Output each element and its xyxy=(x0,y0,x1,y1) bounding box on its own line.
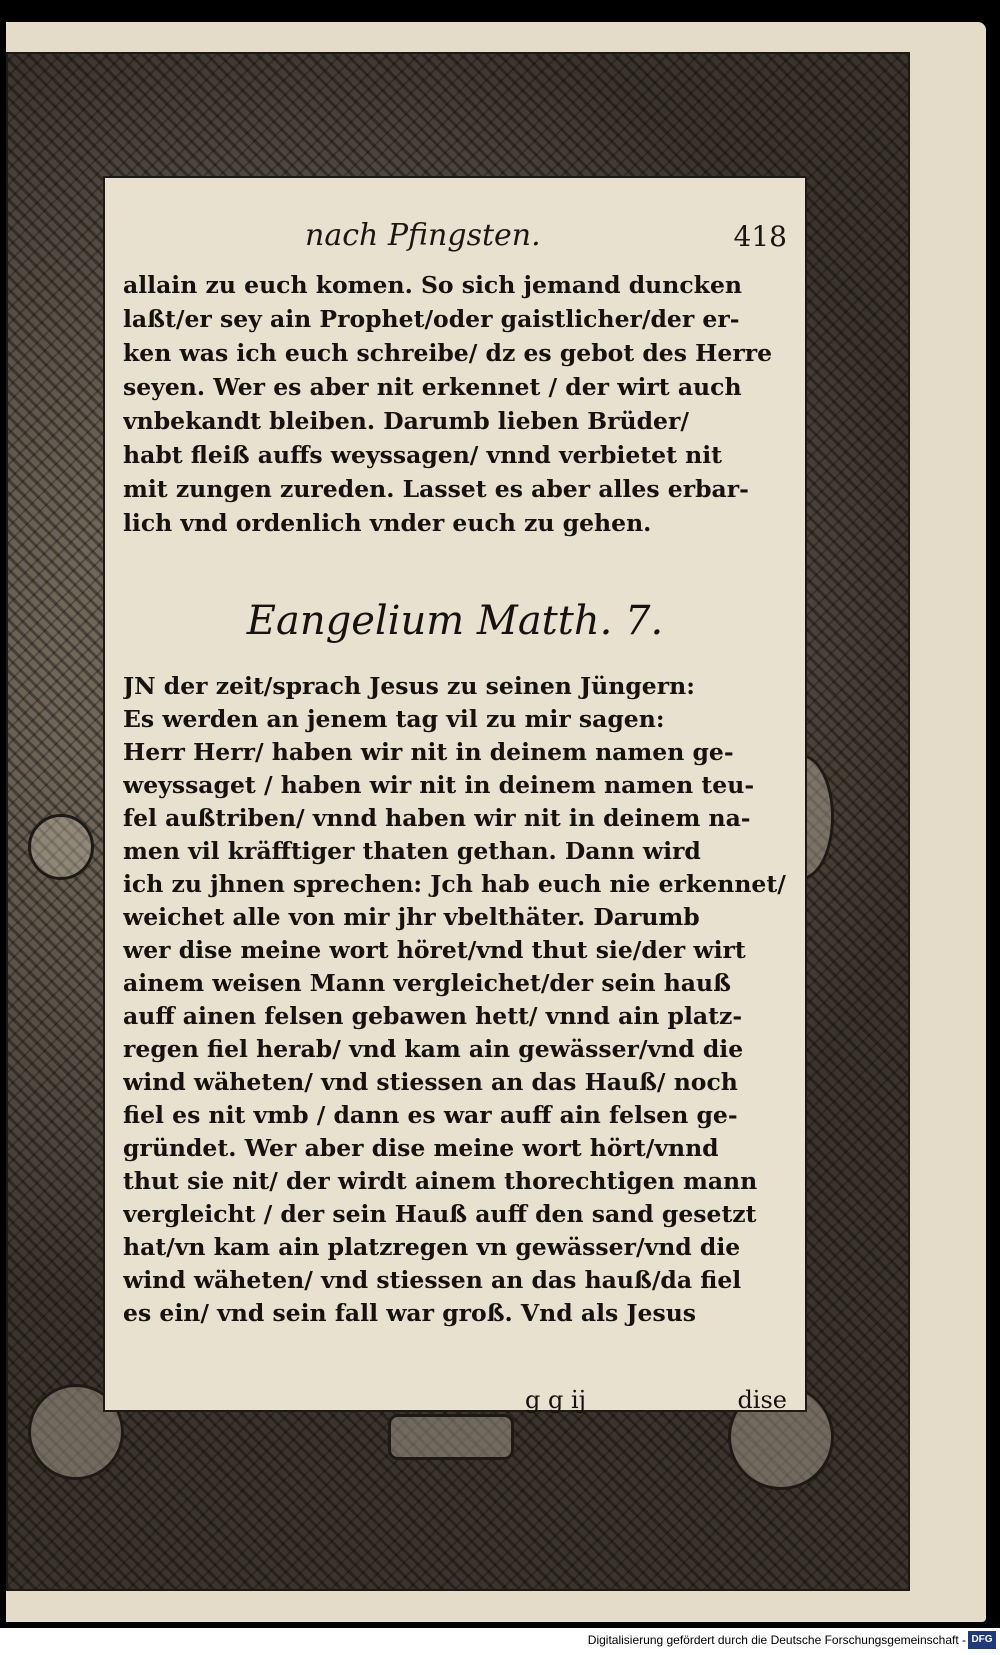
text-line: es ein/ vnd sein fall war groß. Vnd als Jesus xyxy=(123,1299,697,1327)
text-block xyxy=(103,176,807,1412)
text-line: auff ainen felsen gebawen hett/ vnnd ain platz- xyxy=(123,1002,743,1030)
text-line: weichet alle von mir jhr vbelthäter. Darumb xyxy=(123,903,700,931)
text-line: Herr Herr/ haben wir nit in deinem namen ge- xyxy=(123,738,734,766)
text-line: regen fiel herab/ vnd kam ain gewässer/vnd die xyxy=(123,1035,744,1063)
text-line: thut sie nit/ der wirdt ainem thorechtigen mann xyxy=(123,1167,758,1195)
epistle-text xyxy=(123,268,791,540)
woodcut-border xyxy=(6,52,910,1591)
text-line: laßt/er sey ain Prophet/oder gaistlicher/der er- xyxy=(123,305,740,333)
page-number: 418 xyxy=(733,220,787,253)
text-line: weyssaget / haben wir nit in deinem namen teu- xyxy=(123,771,755,799)
text-line: fiel es nit vmb / dann es war auff ain felsen ge- xyxy=(123,1101,738,1129)
text-line: hat/vn kam ain platzregen vn gewässer/vnd die xyxy=(123,1233,741,1261)
running-title: nach Pfingsten. xyxy=(305,218,541,253)
text-line: mit zungen zureden. Lasset es aber alles erbar- xyxy=(123,475,749,503)
text-line: JN der zeit/sprach Jesus zu seinen Jüngern: xyxy=(123,672,695,700)
book-page xyxy=(6,22,986,1622)
page-foot xyxy=(105,1386,805,1416)
text-line: Es werden an jenem tag vil zu mir sagen: xyxy=(123,705,665,733)
ornament-rosette xyxy=(28,814,94,880)
text-line: lich vnd ordenlich vnder euch zu gehen. xyxy=(123,509,652,537)
text-line: habt fleiß auffs weyssagen/ vnnd verbietet nit xyxy=(123,441,722,469)
text-line: vergleicht / der sein Hauß auff den sand gesetzt xyxy=(123,1200,757,1228)
text-line: vnbekandt bleiben. Darumb lieben Brüder/ xyxy=(123,407,689,435)
catchword: dise xyxy=(737,1386,787,1414)
digitization-footer xyxy=(0,1628,1000,1655)
gospel-text xyxy=(123,670,791,1330)
text-line: wind wäheten/ vnd stiessen an das hauß/da fiel xyxy=(123,1266,742,1294)
section-heading: Eangelium Matth. 7. xyxy=(246,598,664,644)
text-line: ainem weisen Mann vergleichet/der sein hauß xyxy=(123,969,731,997)
footer-credit: Digitalisierung gefördert durch die Deutsche Forschungsgemeinschaft - xyxy=(587,1633,966,1647)
text-line: ken was ich euch schreibe/ dz es gebot des Herre xyxy=(123,339,773,367)
text-line: fel außtriben/ vnnd haben wir nit in deinem na- xyxy=(123,804,751,832)
text-line: wer dise meine wort höret/vnd thut sie/der wirt xyxy=(123,936,746,964)
text-line: men vil kräfftiger thaten gethan. Dann wird xyxy=(123,837,701,865)
dfg-logo: DFG xyxy=(968,1631,996,1649)
text-line: wind wäheten/ vnd stiessen an das Hauß/ noch xyxy=(123,1068,738,1096)
text-line: ich zu jhnen sprechen: Jch hab euch nie erkennet/ xyxy=(123,870,786,898)
ornament-rosette xyxy=(388,1414,514,1460)
text-line: allain zu euch komen. So sich jemand duncken xyxy=(123,271,742,299)
text-line: gründet. Wer aber dise meine wort hört/vnnd xyxy=(123,1134,719,1162)
signature-mark: g g ij xyxy=(525,1386,587,1414)
text-line: seyen. Wer es aber nit erkennet / der wirt auch xyxy=(123,373,742,401)
page-header xyxy=(105,218,805,258)
